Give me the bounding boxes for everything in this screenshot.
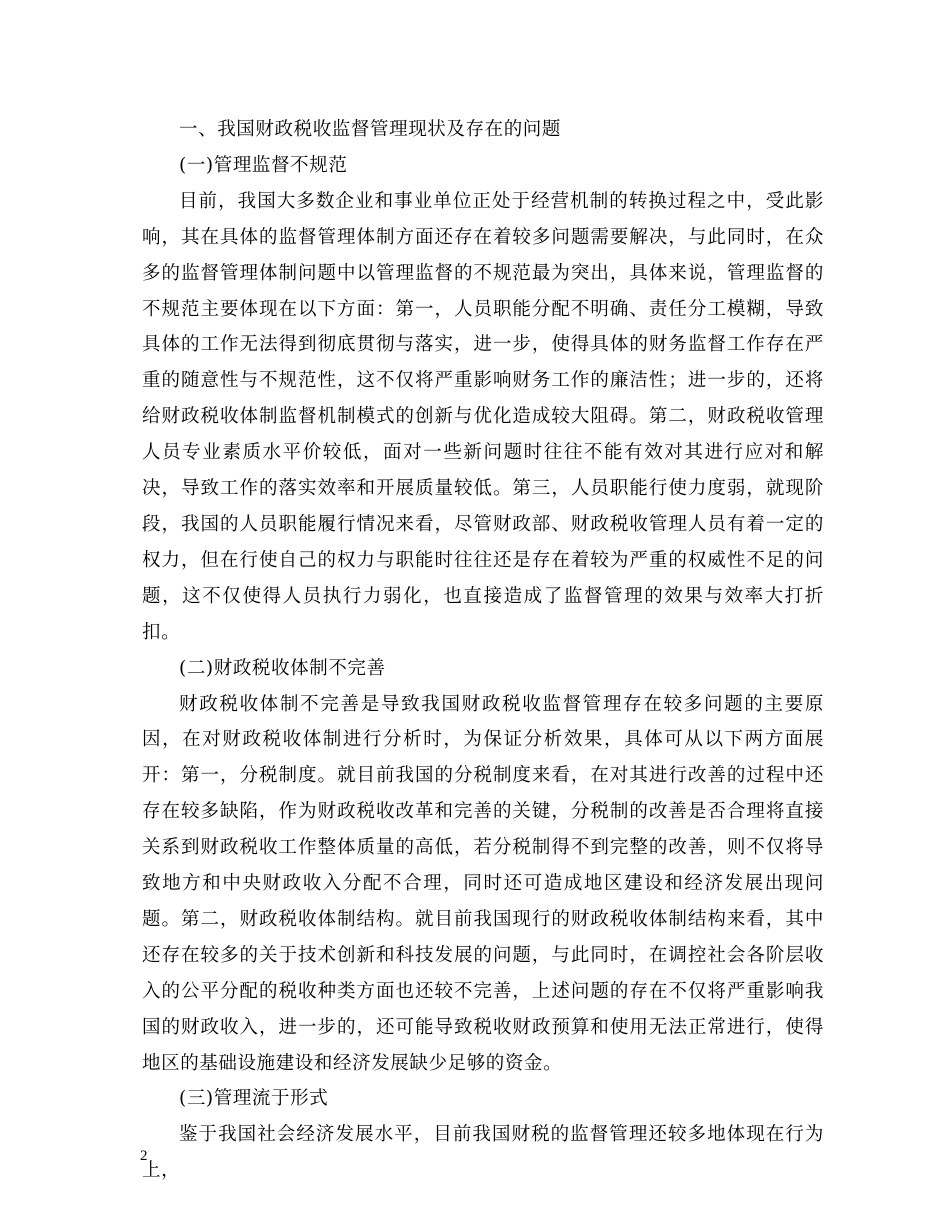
subsection-heading-1: (一)管理监督不规范 — [179, 154, 348, 176]
subsection-heading-3: (三)管理流于形式 — [179, 1088, 329, 1110]
page-number: 2 — [140, 1148, 148, 1164]
section-title: 一、我国财政税收监督管理现状及存在的问题 — [179, 119, 562, 140]
paragraph-2: 财政税收体制不完善是导致我国财政税收监督管理存在较多问题的主要原因，在对财政税收体制进行分析时，为保证分析效果，具体可从以下两方面展开：第一，分税制度。就目前我国的分税制度来看，在对其进行改善的过程中还存在较多缺陷，作为财政税收改革和完善的关键，分税制的改善是否合理将直接关系到财政税收工作整体质量的高低，若分税制得不到完整的改善，则不仅将导致地方和中央财政收入分配不合理，同时还可造成地区建设和经济发展出现问题。第二，财政税收体制结构。就目前我国现行的财政税收体制结构来看，其中还存在较多的关于技术创新和科技发展的问题，与此同时，在调控社会各阶层收入的公平分配的税收种类方面也还较不完善，上述问题的存在不仅将严重影响我国的财政收入，进一步的，还可能导致税收财政预算和使用无法正常进行，使得地区的基础设施建设和经济发展缺少足够的资金。 — [142, 693, 824, 1074]
paragraph-1: 目前，我国大多数企业和事业单位正处于经营机制的转换过程之中，受此影响，其在具体的监督管理体制方面还存在着较多问题需要解决，与此同时，在众多的监督管理体制问题中以管理监督的不规范最为突出，具体来说，管理监督的不规范主要体现在以下方面：第一，人员职能分配不明确、责任分工模糊，导致具体的工作无法得到彻底贯彻与落实，进一步，使得具体的财务监督工作存在严重的随意性与不规范性，这不仅将严重影响财务工作的廉洁性；进一步的，还将给财政税收体制监督机制模式的创新与优化造成较大阻碍。第二，财政税收管理人员专业素质水平价较低，面对一些新问题时往往不能有效对其进行应对和解决，导致工作的落实效率和开展质量较低。第三，人员职能行使力度弱，就现阶段，我国的人员职能履行情况来看，尽管财政部、财政税收管理人员有着一定的权力，但在行使自己的权力与职能时往往还是存在着较为严重的权威性不足的问题，这不仅使得人员执行力弱化，也直接造成了监督管理的效果与效率大打折扣。 — [142, 190, 824, 643]
subsection-heading-2: (二)财政税收体制不完善 — [179, 657, 386, 679]
document-body — [142, 112, 824, 1189]
paragraph-3: 鉴于我国社会经济发展水平，目前我国财税的监督管理还较多地体现在行为上， — [142, 1124, 824, 1182]
